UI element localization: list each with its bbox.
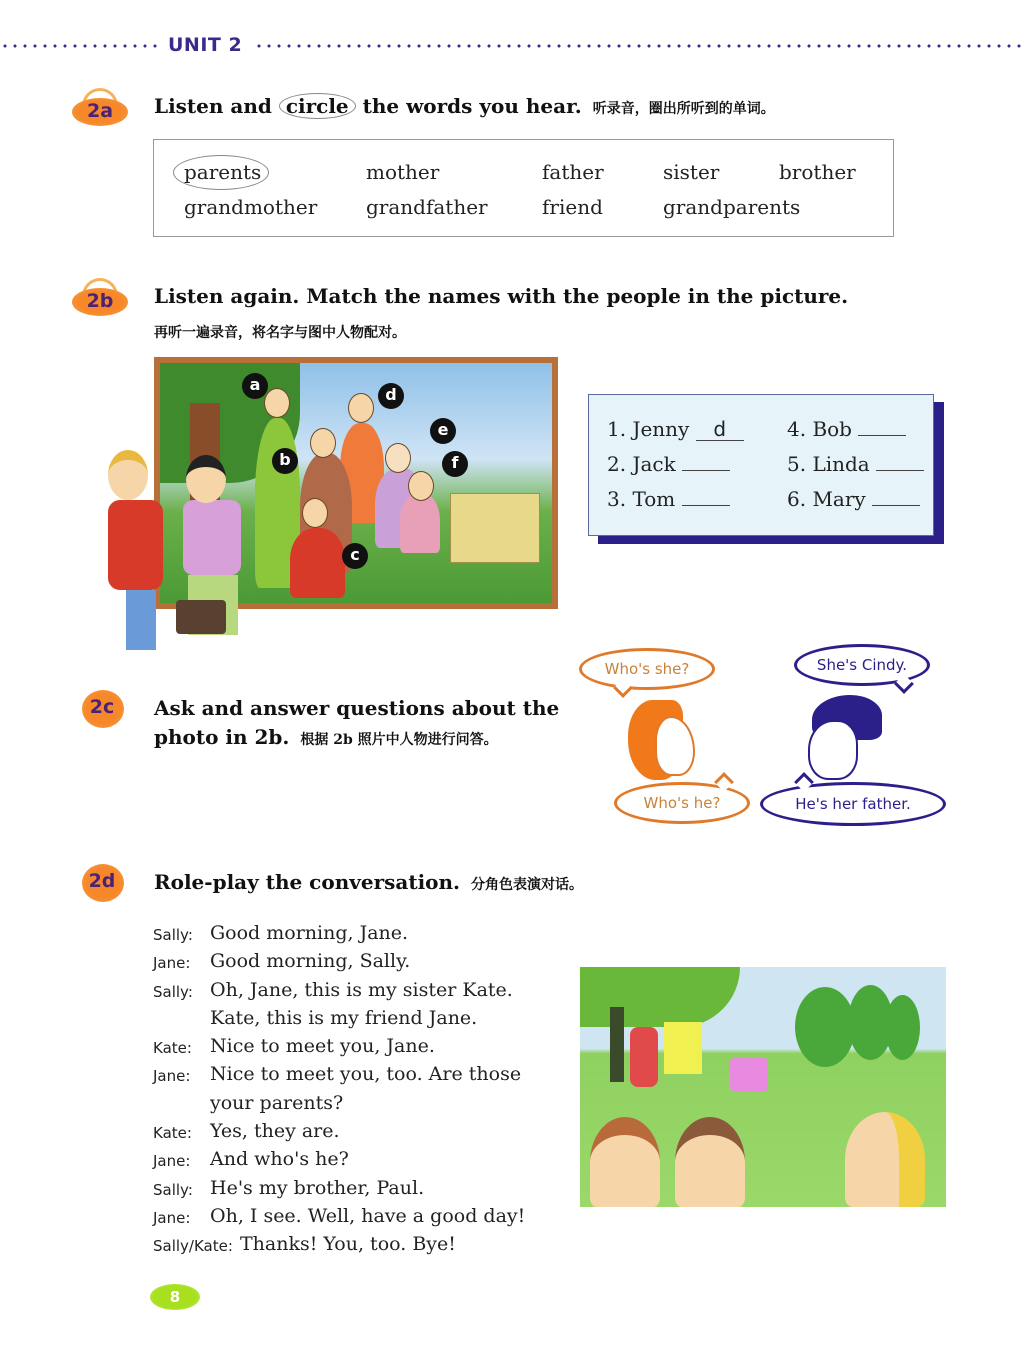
speech-bubble-he-is-her-father: He's her father. xyxy=(760,782,946,826)
answer-blank[interactable] xyxy=(858,435,906,436)
kate-figure xyxy=(675,1117,745,1207)
badge-2c-icon: 2c xyxy=(74,688,130,728)
match-item: 4. Bob xyxy=(787,417,906,441)
marker-f: f xyxy=(442,451,468,477)
speech-bubble-she-is-cindy: She's Cindy. xyxy=(794,644,930,686)
picnic-table-illustration xyxy=(450,493,540,563)
marker-c: c xyxy=(342,543,368,569)
speech-bubble-who-is-he: Who's he? xyxy=(614,782,750,824)
word-option[interactable]: father xyxy=(542,160,604,184)
section-2b-instruction-cn: 再听一遍录音，将名字与图中人物配对。 xyxy=(154,325,406,341)
answer-blank[interactable] xyxy=(682,505,730,506)
answer-blank[interactable] xyxy=(682,470,730,471)
unit-header xyxy=(0,34,1024,58)
answer-blank[interactable] xyxy=(872,505,920,506)
answer-blank[interactable] xyxy=(876,470,924,471)
headphones-badge-2a-icon: 2a xyxy=(72,88,128,128)
circle-keyword: circle xyxy=(279,93,356,119)
section-2a-instruction: Listen and circle the words you hear. 听录音，圈出所听到的单词。 xyxy=(154,94,775,118)
sally-figure xyxy=(590,1117,660,1207)
dotted-rule-right xyxy=(254,44,1024,48)
father-figure xyxy=(664,1022,702,1074)
word-option[interactable]: sister xyxy=(663,160,720,184)
match-item: 6. Mary xyxy=(787,487,920,511)
word-option[interactable]: brother xyxy=(779,160,856,184)
word-option[interactable]: grandparents xyxy=(663,195,801,219)
jane-figure xyxy=(845,1112,925,1207)
match-item: 2. Jack xyxy=(607,452,730,476)
mother-figure xyxy=(630,1027,658,1087)
match-item: 5. Linda xyxy=(787,452,924,476)
badge-2d-icon: 2d xyxy=(74,862,130,902)
word-option[interactable]: grandfather xyxy=(366,195,488,219)
marker-a: a xyxy=(242,373,268,399)
section-2c-instruction-line1: Ask and answer questions about the xyxy=(154,696,560,720)
word-list-box xyxy=(153,139,894,237)
marker-d: d xyxy=(378,383,404,409)
match-item: 3. Tom xyxy=(607,487,730,511)
trees-illustration xyxy=(795,987,855,1067)
person-c xyxy=(290,528,345,598)
briefcase-illustration xyxy=(176,600,226,634)
person-f xyxy=(400,493,440,553)
section-2d-instruction: Role-play the conversation. 分角色表演对话。 xyxy=(154,870,583,894)
park-scene-illustration xyxy=(580,967,946,1207)
marker-e: e xyxy=(430,418,456,444)
page-number: 8 xyxy=(150,1284,200,1310)
matching-exercise-box xyxy=(588,394,934,536)
word-option[interactable]: friend xyxy=(542,195,603,219)
word-option[interactable]: mother xyxy=(366,160,440,184)
section-2c-instruction-line2: photo in 2b. 根据 2b 照片中人物进行问答。 xyxy=(154,725,498,749)
marker-b: b xyxy=(272,448,298,474)
match-item: 1. Jenny d xyxy=(607,417,744,441)
unit-title: UNIT 2 xyxy=(168,34,243,56)
headphones-badge-2b-icon: 2b xyxy=(72,278,128,318)
word-option[interactable]: parents xyxy=(184,160,262,184)
speech-bubble-who-is-she: Who's she? xyxy=(579,648,715,690)
dotted-rule-left xyxy=(0,44,158,48)
two-girls-illustration xyxy=(88,440,258,652)
section-2b-instruction: Listen again. Match the names with the people in the picture. xyxy=(154,284,849,308)
word-option[interactable]: grandmother xyxy=(184,195,318,219)
answer-blank[interactable]: d xyxy=(696,418,744,441)
brother-figure xyxy=(730,1057,768,1092)
